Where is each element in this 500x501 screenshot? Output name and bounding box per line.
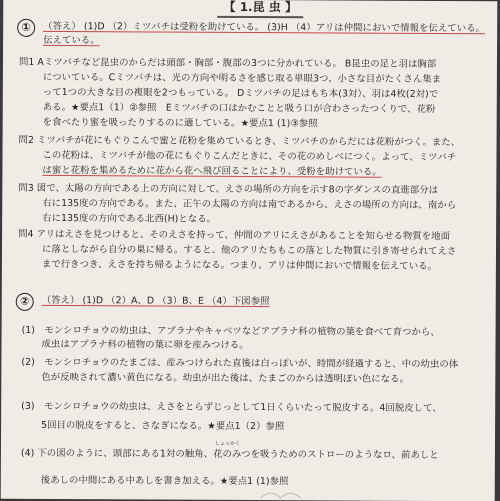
q2-line-3: は蜜と花粉を集めるために花から花へ飛び回ることにより、受粉を助けている。	[42, 164, 382, 178]
section-1-number: ①	[17, 19, 35, 37]
q1-line-2: についている。Cミツバチは、光の方向や明るさを感じ取る単眼3つ、小さな目がたくさん集ま	[42, 71, 442, 86]
q2-line-2: この花粉は、ミツバチが他の花にもぐりこんだときに、その花のめしべにつく。よって、ミツバチ	[42, 149, 457, 164]
q1-line-3: って1つの大きな目の複眼を2つもっている。 Dミツバチの足はもち本(3対）、羽は4枚(2対)で	[42, 86, 439, 100]
section-1-answers-line2: 伝えている。	[43, 34, 100, 47]
section-2-answers: （答え） (1)D （2）A、D （3）B、E （4）下図参照	[41, 294, 270, 308]
ruby-shokkaku: しょっかく	[214, 440, 241, 447]
q1-line-5: を食べたり蜜を吸ったりするのに適している。★要点1 (1)③参照	[42, 116, 318, 130]
s2-p1-line-2: 成虫はアブラナ科の植物の葉に卵を産みつける。	[41, 338, 249, 351]
q1-line-1: 問1 Aミツバチなど昆虫のからだは頭部・胸部・腹部の3つに分かれている。 B昆虫の足と羽は胸部	[18, 56, 437, 70]
q2-line-1: 問2 ミツバチが花にもぐりこんで蜜と花粉を集めているとき、ミツバチのからだには花粉がつく。また、	[18, 134, 461, 149]
answer-sheet-page	[1, 0, 498, 501]
s2-p3-line-1: (3) モンシロチョウの幼虫は、えさをとらずじっとして1日くらいたって脱皮する。4回脱皮して、	[21, 400, 442, 415]
q4-line-2: に落としながら自分の巣に帰る。すると、他のアリたちもこの落とした物質に引き寄せられてえさ	[41, 243, 457, 258]
q4-line-3: まで行きつき、えさを持ち帰るようになる。つまり、アリは仲間においで情報を伝えている。	[41, 258, 438, 272]
s2-p4-line-2: 後あしの中間にある中あしを書き加える。★要点1 (1)参照	[40, 474, 289, 488]
q4-line-1: 問4 アリはえさを見つけると、そのえさを持って、仲間のアリにえさがあることを知らせる物質を地面	[18, 228, 451, 243]
q3-line-2: 右に135度の方向である。また、正午の太陽の方向は南であるから、えさの場所の方向は、南から	[42, 197, 457, 212]
s2-p4-line-1: (4) 下の図のように、頭部にある1対の触角、花のみつを吸うためのストローのようなロ、前あしと	[20, 447, 439, 461]
s2-p2-line-2: 色が反映されて濃い黄色になる。幼虫が出た後は、たまごのからは透明ぽい色になる。	[41, 371, 409, 385]
q3-line-1: 問3 図で、太陽の方向である上の方向に対して、えさの場所の方向を示す8の字ダンスの直進部分は	[18, 182, 439, 196]
q1-line-4: ある。★要点1（1）②参照 Eミツバチの口はかむことと吸う口が合わさったつくりで、花粉	[42, 101, 436, 115]
s2-p3-line-2: 5回目の脱皮をすると、さなぎになる。★要点1（2）参照	[41, 419, 285, 433]
s2-p1-line-1: (1) モンシロチョウの幼虫は、アブラナやキャベツなどアブラナ科の植物の葉を食べて育つから、	[21, 324, 440, 338]
q3-line-3: 右に135度の方向である北西(H)となる。	[42, 212, 217, 225]
page-title	[217, 0, 303, 18]
section-2-number: ②	[16, 293, 34, 311]
section-1-answers: （答え） (1)D （2）ミツバチは受粉を助けている。 (3)H （4）アリは仲間においで情報を伝えている。	[43, 20, 486, 35]
s2-p2-line-1: (2) モンシロチョウのたまごは、産みつけられた直後は白っぽいが、時間が経過すると、中の幼虫の体	[21, 356, 459, 371]
butterfly-sketch-icon	[251, 486, 311, 500]
page-title-text: 【 1.昆 虫 】	[223, 0, 298, 15]
